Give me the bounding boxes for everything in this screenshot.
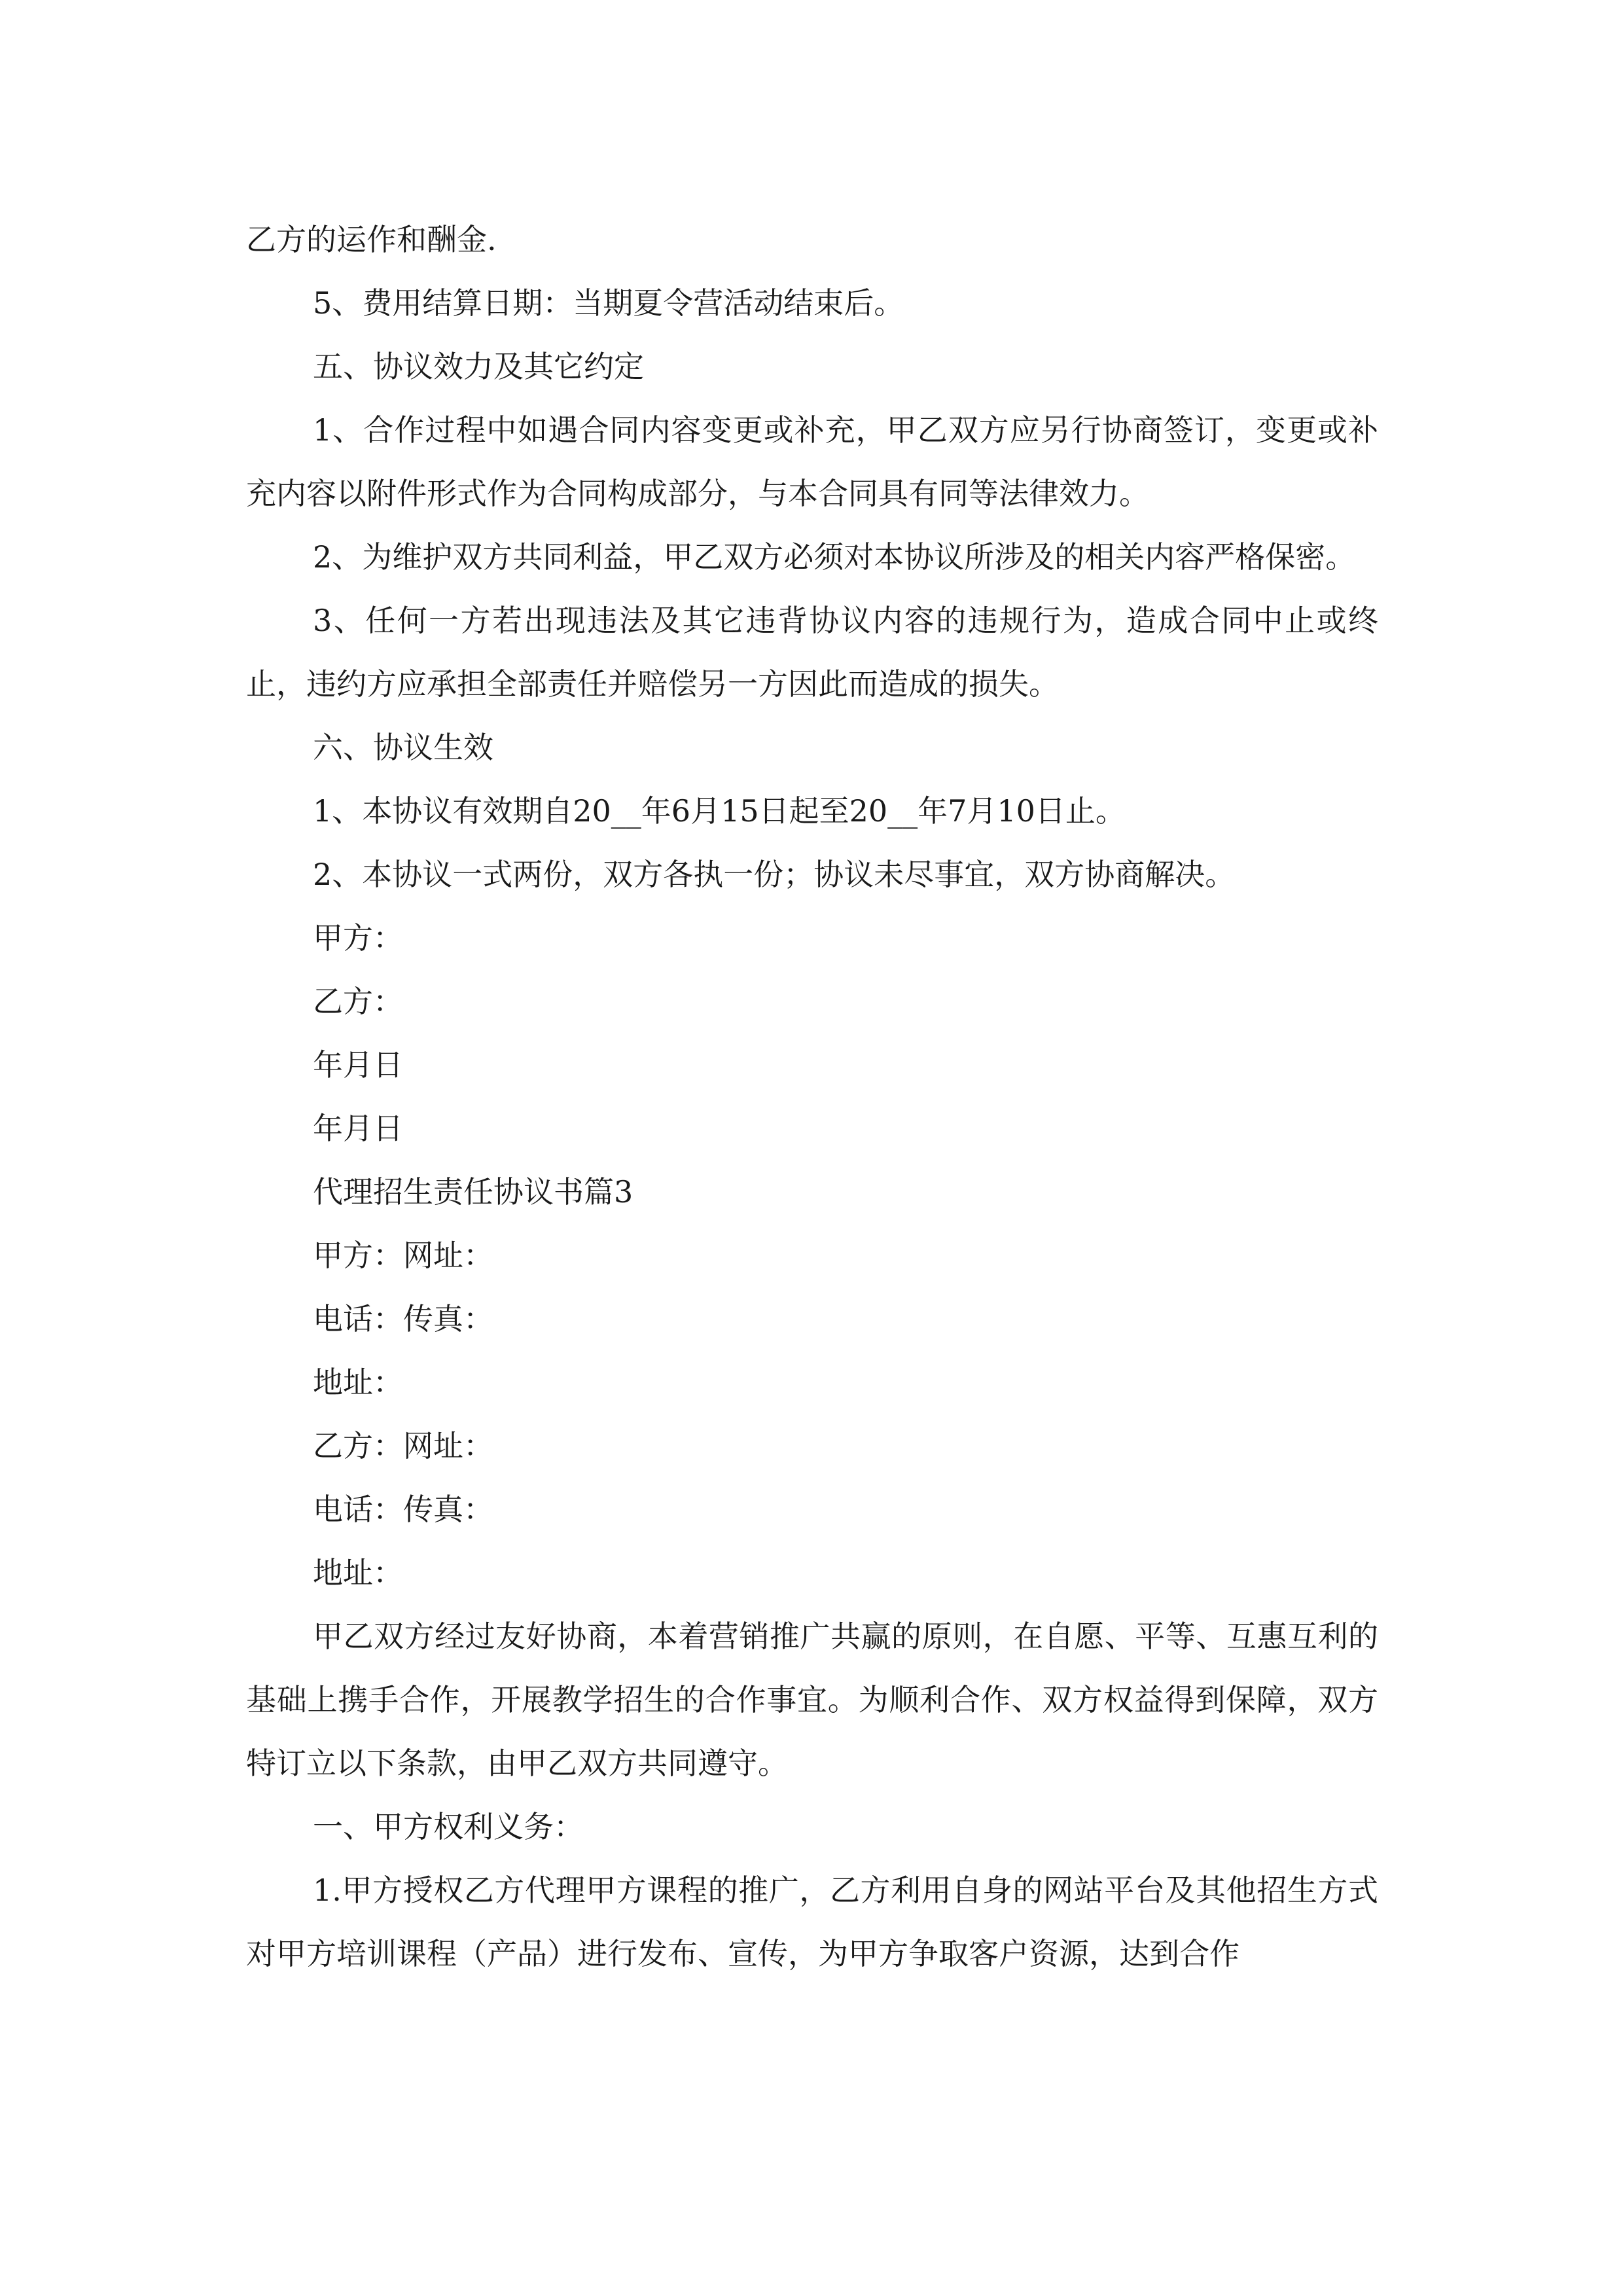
signature-date-a: 年月日 [313, 1047, 403, 1083]
party-b-address: 地址： [313, 1555, 403, 1590]
section-heading-validity: 五、协议效力及其它约定 [313, 349, 644, 384]
party-a-website: 甲方：网址： [313, 1238, 493, 1273]
signature-date-b: 年月日 [313, 1111, 403, 1146]
clause-settlement-date: 5、费用结算日期：当期夏令营活动结束后。 [313, 285, 904, 321]
party-b-website: 乙方：网址： [313, 1428, 493, 1463]
clause-validity-period: 1、本协议有效期自20__年6月15日起至20__年7月10日止。 [313, 793, 1126, 829]
clause-breach: 3、任何一方若出现违法及其它违背协议内容的违规行为，造成合同中止或终止，违约方应承担全部责任并赔偿另一方因此而造成的损失。 [246, 603, 1378, 702]
clause-confidentiality: 2、为维护双方共同利益，甲乙双方必须对本协议所涉及的相关内容严格保密。 [313, 539, 1356, 575]
clause-authorization: 1.甲方授权乙方代理甲方课程的推广，乙方利用自身的网站平台及其他招生方式对甲方培训课程（产品）进行发布、宣传，为甲方争取客户资源，达到合作 [246, 1873, 1378, 1971]
party-b-phone-fax: 电话：传真： [313, 1492, 493, 1527]
party-a-address: 地址： [313, 1365, 403, 1400]
clause-copies: 2、本协议一式两份，双方各执一份；协议未尽事宜，双方协商解决。 [313, 857, 1236, 892]
party-a-phone-fax: 电话：传真： [313, 1301, 493, 1336]
signature-party-a: 甲方： [313, 920, 403, 956]
clause-amendment: 1、合作过程中如遇合同内容变更或补充，甲乙双方应另行协商签订，变更或补充内容以附件形式作为合同构成部分，与本合同具有同等法律效力。 [246, 412, 1378, 511]
section-heading-party-a-rights: 一、甲方权利义务： [313, 1809, 584, 1844]
section-heading-effect: 六、协议生效 [313, 730, 493, 765]
paragraph-continuation: 乙方的运作和酬金. [246, 222, 497, 257]
agreement-title-3: 代理招生责任协议书篇3 [313, 1174, 633, 1210]
preamble: 甲乙双方经过友好协商，本着营销推广共赢的原则，在自愿、平等、互惠互利的基础上携手合作，开展教学招生的合作事宜。为顺利合作、双方权益得到保障，双方特订立以下条款，由甲乙双方共同遵守。 [246, 1619, 1378, 1781]
signature-party-b: 乙方： [313, 984, 403, 1019]
document-body [246, 208, 1378, 1986]
